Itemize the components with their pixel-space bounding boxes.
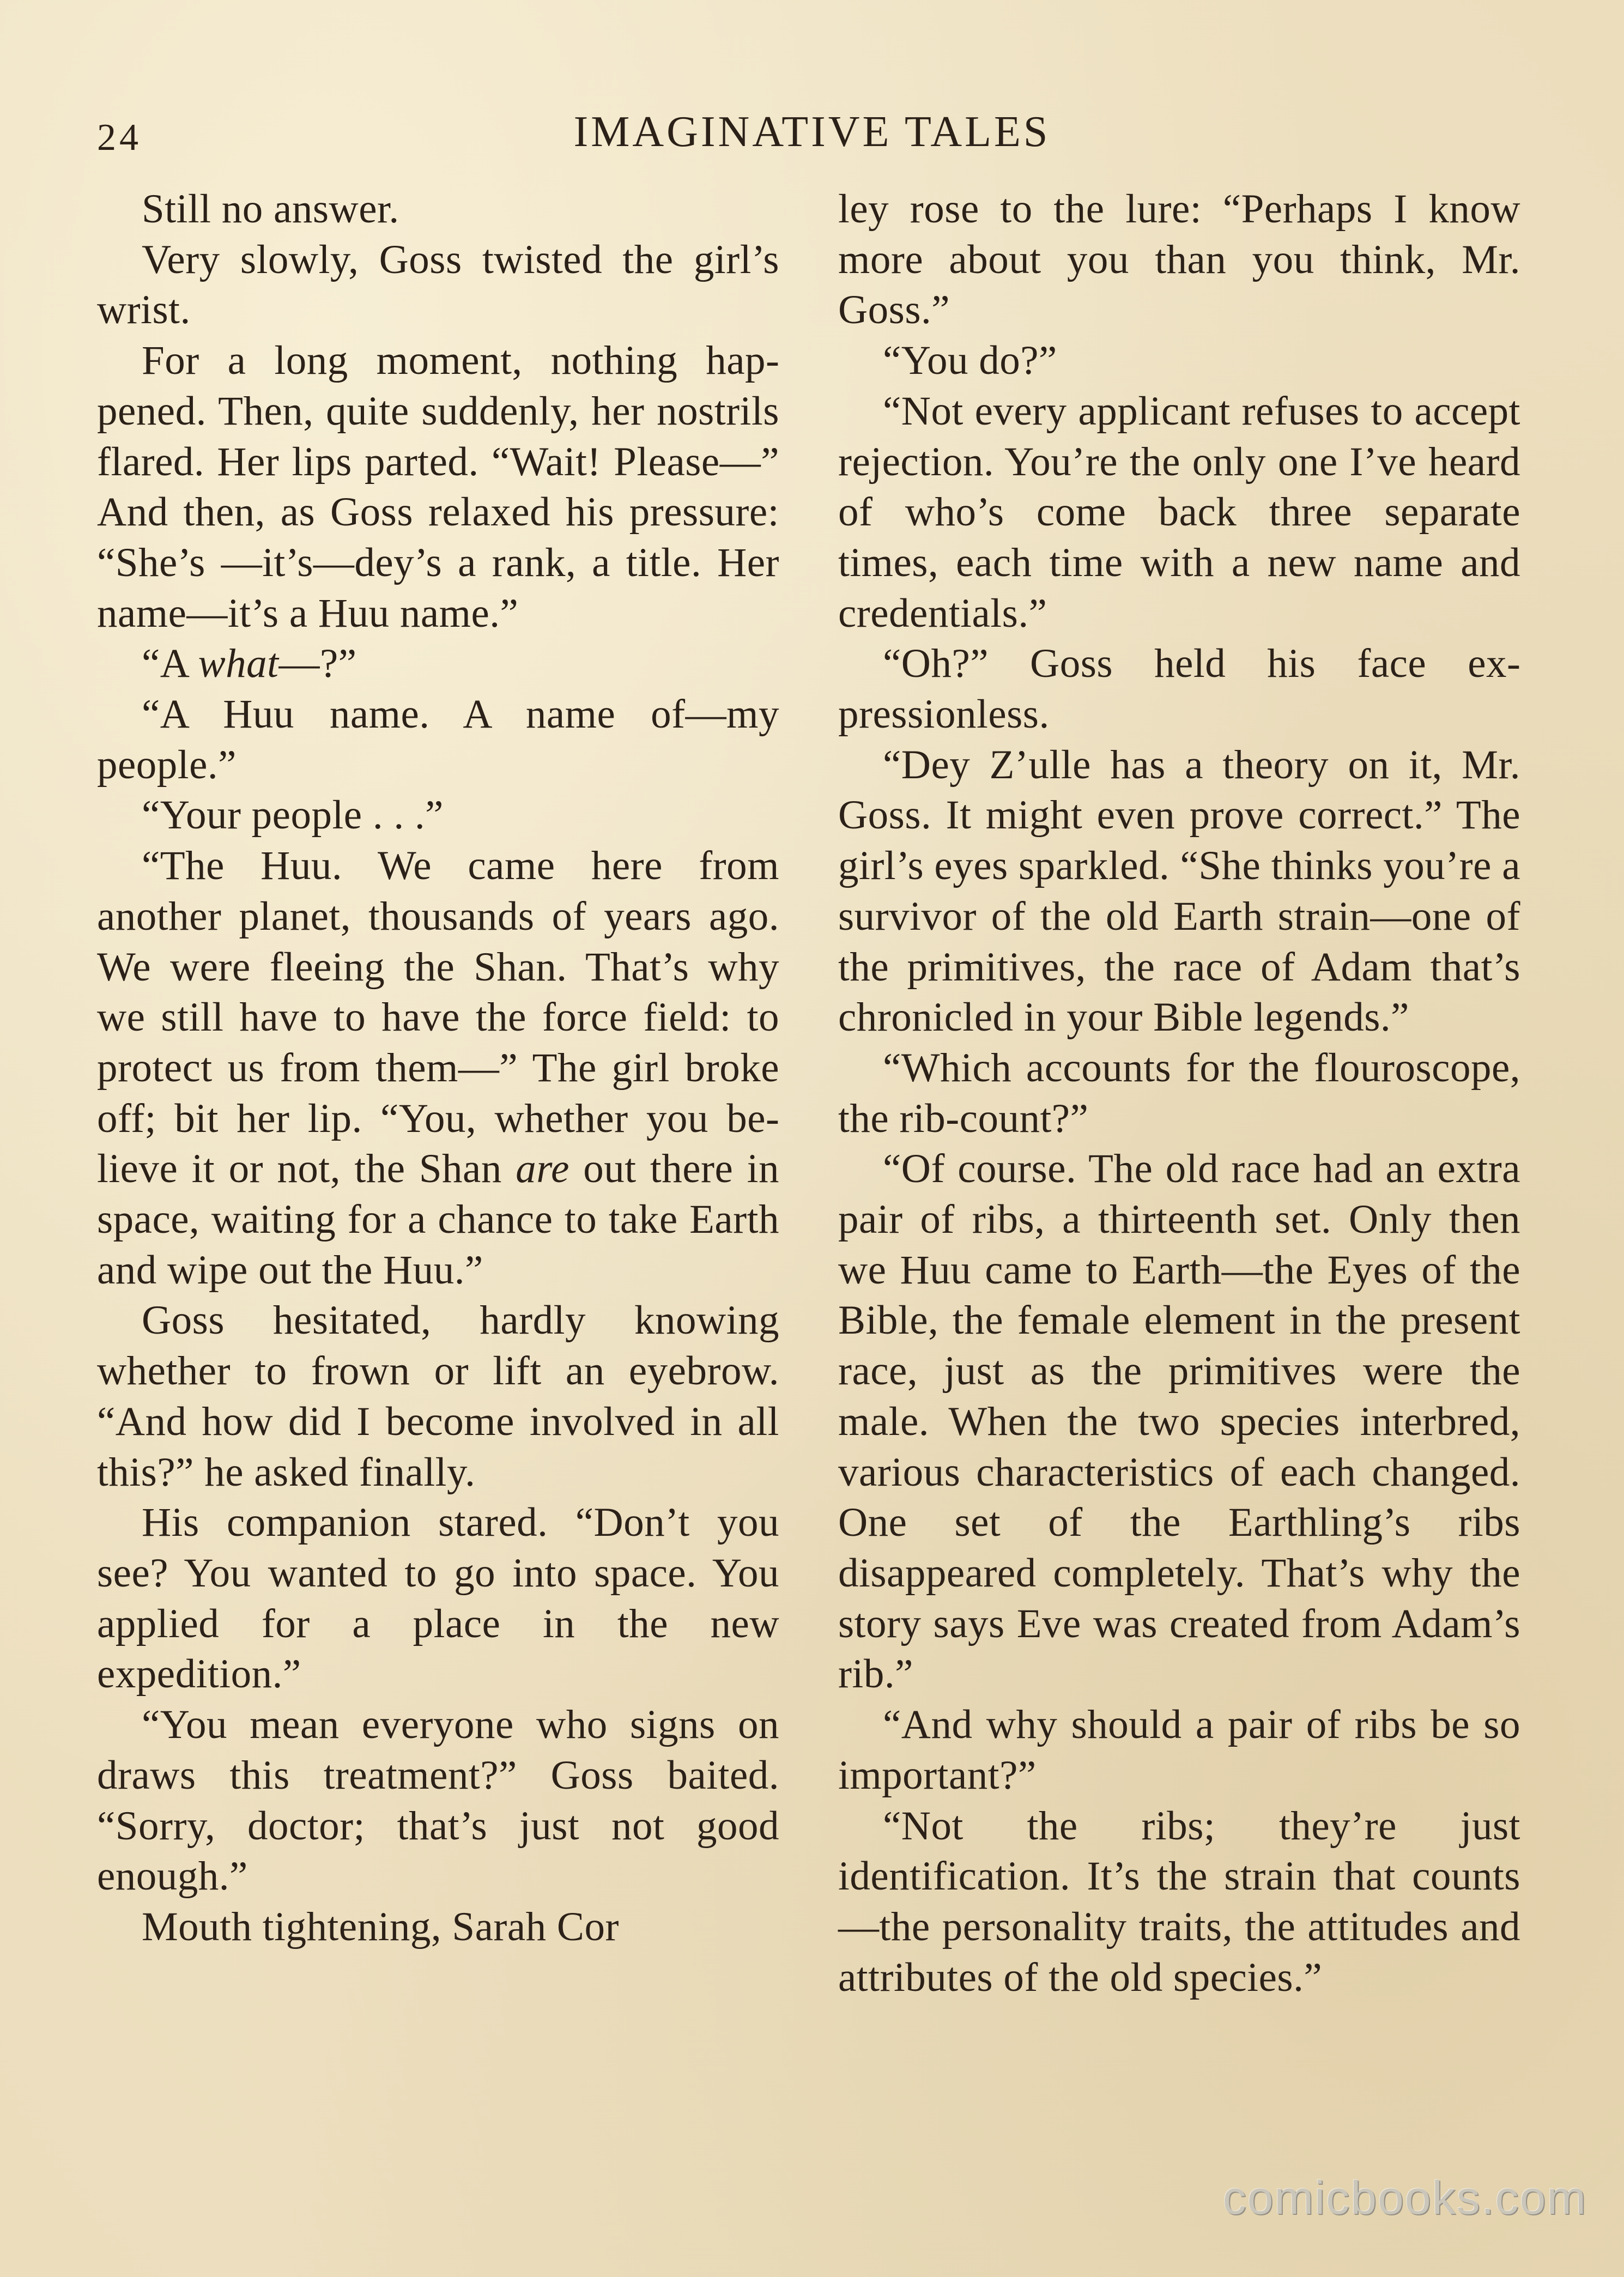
page-number: 24 xyxy=(97,117,142,159)
paragraph: “Your people . . .” xyxy=(142,792,444,838)
paragraph xyxy=(97,841,779,1295)
paragraph-text: “The Huu. We came here from another planet, thousands of years ago. We were fleeing the Shan. That’s why we still have to have the force field: to protect us from them—” The girl broke off; bit her lip. “You, whether you believe it or not, the Shan xyxy=(97,843,779,1192)
paragraph: “Not every applicant refuses to accept rejection. You’re the only one I’ve heard of who’s come back three separate times, each time with a new name and credentials.” xyxy=(838,388,1520,636)
emphasis-text: are xyxy=(516,1146,569,1192)
paragraph: “Not the ribs; they’re just identification. It’s the strain that counts—the personality traits, the attitudes and attributes of the old species.” xyxy=(838,1803,1520,2000)
right-column xyxy=(838,184,1520,2003)
paragraph: ley rose to the lure: “Perhaps I know more about you than you think, Mr. Goss.” xyxy=(838,186,1520,333)
watermark: comicbooks.com xyxy=(1222,2172,1587,2224)
paragraph: For a long moment, nothing happened. Then, quite suddenly, her nostrils flared. Her lips parted. “Wait! Please—” And then, as Goss relaxed his pressure: “She’s —it’s—dey’s a rank, a title. Her name—it’s a Huu name.” xyxy=(97,338,779,636)
paragraph: His companion stared. “Don’t you see? You wanted to go into space. You applied for a place in the new expedition.” xyxy=(97,1500,779,1697)
paragraph xyxy=(97,639,779,689)
paragraph: “A Huu name. A name of—my people.” xyxy=(97,692,779,788)
paragraph-text: “A xyxy=(142,641,198,687)
paragraph-text: —?” xyxy=(278,641,357,687)
paragraph: Goss hesitated, hardly knowing whether to frown or lift an eyebrow. “And how did I become involved in all this?” he asked finally. xyxy=(97,1298,779,1495)
emphasis-text: what xyxy=(198,641,279,687)
paragraph: “Which accounts for the flouroscope, the rib-count?” xyxy=(838,1045,1520,1141)
paragraph: “You mean everyone who signs on draws this treatment?” Goss baited. “Sorry, doctor; that’s just not good enough.” xyxy=(97,1702,779,1899)
paragraph: “And why should a pair of ribs be so important?” xyxy=(838,1702,1520,1798)
paragraph: Mouth tightening, Sarah Cor xyxy=(142,1904,619,1949)
paragraph: “Dey Z’ulle has a theory on it, Mr. Goss. It might even prove correct.” The girl’s eyes sparkled. “She thinks you’re a survivor of the old Earth strain—one of the primitives, the race of Adam that’s chronicled in your Bible legends.” xyxy=(838,742,1520,1040)
paragraph-text: out there in space, waiting for a chance to take Earth and wipe out the Huu.” xyxy=(97,1146,779,1293)
left-column xyxy=(97,184,779,1953)
paragraph: Very slowly, Goss twisted the girl’s wrist. xyxy=(97,237,779,333)
paragraph: “You do?” xyxy=(883,338,1057,384)
paragraph: “Oh?” Goss held his face expressionless. xyxy=(838,641,1520,737)
paragraph: Still no answer. xyxy=(142,186,399,232)
running-head-title: IMAGINATIVE TALES xyxy=(573,108,1051,156)
paragraph: “Of course. The old race had an extra pair of ribs, a thirteenth set. Only then we Huu came to Earth—the Eyes of the Bible, the female element in the present race, just as the primitives were the male. When the two species interbred, various characteristics of each changed. One set of the Earthling’s ribs disappeared completely. That’s why the story says Eve was created from Adam’s rib.” xyxy=(838,1146,1520,1697)
